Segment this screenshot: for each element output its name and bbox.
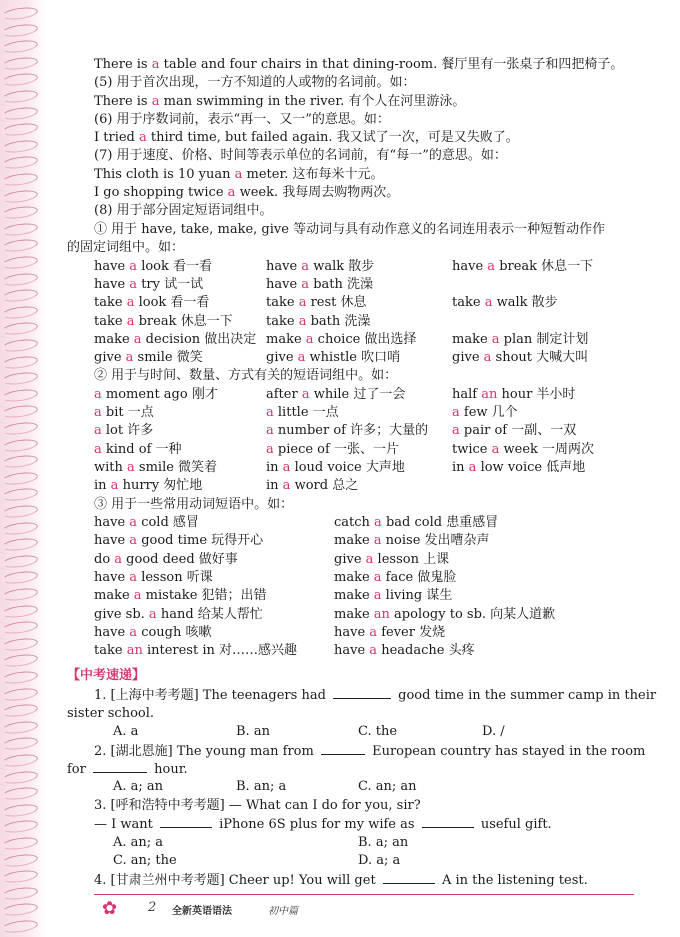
text-line [266, 349, 400, 367]
text-line [94, 569, 213, 587]
text-segment: give [334, 552, 366, 567]
text-segment: catch [334, 515, 375, 530]
book-level: 初中篇 [268, 906, 298, 917]
text-segment: week. 我每周去购物两次。 [235, 185, 400, 200]
text-segment: living 谋生 [381, 588, 453, 603]
text-segment: make [266, 332, 306, 347]
text-line [266, 422, 428, 440]
text-segment: C. an; an [358, 779, 417, 794]
text-line [94, 386, 218, 404]
article-highlight: a [373, 570, 382, 585]
answer-blank[interactable] [333, 686, 391, 699]
text-segment: low voice 低声地 [476, 460, 586, 475]
text-line [94, 551, 238, 569]
text-segment: break 休息一下 [134, 314, 233, 329]
text-line [67, 760, 188, 779]
article-highlight: a [487, 259, 496, 274]
text-segment: C. an; the [113, 853, 177, 868]
text-segment: make [94, 332, 134, 347]
text-segment: walk 散步 [309, 259, 375, 274]
text-segment: number of 许多；大量的 [273, 423, 429, 438]
text-segment: hand 给某人帮忙 [156, 607, 263, 622]
article-highlight: a [110, 478, 119, 493]
text-line [94, 93, 465, 111]
article-highlight: a [266, 405, 274, 420]
article-highlight: a [94, 387, 102, 402]
text-segment: 的固定词组中。如： [67, 240, 185, 255]
article-highlight: a [266, 423, 274, 438]
text-line [266, 386, 405, 404]
text-segment: (8) 用于部分固定短语词组中。 [94, 203, 273, 218]
article-highlight: a [373, 588, 382, 603]
text-line [94, 331, 256, 349]
text-line [113, 778, 163, 796]
book-title: 全新英语语法 [172, 906, 232, 917]
article-highlight: a [483, 350, 492, 365]
text-segment: choice 做出选择 [313, 332, 417, 347]
article-highlight: a [94, 442, 102, 457]
text-segment: break 休息一下 [495, 259, 594, 274]
text-line [266, 404, 339, 422]
text-line [266, 294, 367, 312]
article-highlight: a [298, 295, 307, 310]
text-segment: in [94, 478, 111, 493]
article-highlight: a [139, 130, 147, 145]
page-number: 2 [148, 900, 157, 915]
text-segment: plan 制定计划 [499, 332, 589, 347]
text-line [94, 367, 397, 385]
text-line [334, 551, 449, 569]
article-highlight: a [129, 515, 138, 530]
text-line [94, 111, 390, 129]
text-segment: apology to sb. 向某人道歉 [389, 607, 556, 622]
text-line [113, 834, 163, 852]
text-segment: have [94, 533, 130, 548]
text-line [94, 147, 507, 165]
text-segment: bad cold 患重感冒 [381, 515, 499, 530]
text-segment: make [334, 570, 374, 585]
text-line [334, 587, 452, 605]
text-line [236, 723, 270, 741]
text-line [67, 239, 184, 257]
text-segment: take [94, 295, 127, 310]
article-highlight: a [452, 423, 460, 438]
text-segment: meter. 这布每米十元。 [242, 167, 384, 182]
text-line [358, 834, 408, 852]
text-segment: ③ 用于一些常用动词短语中。如： [94, 497, 294, 512]
text-segment: moment ago 刚才 [101, 387, 218, 402]
text-segment: have [266, 259, 302, 274]
article-highlight: a [282, 478, 291, 493]
text-segment: take [94, 643, 127, 658]
text-segment: This cloth is 10 yuan [94, 167, 235, 182]
text-segment: ② 用于与时间、数量、方式有关的短语词组中。如： [94, 368, 398, 383]
text-segment: smile 微笑 [133, 350, 203, 365]
article-highlight: a [129, 277, 138, 292]
text-segment: good time in the summer camp in their [394, 688, 657, 703]
text-segment: man swimming in the river. 有个人在河里游泳。 [159, 94, 466, 109]
text-line [334, 642, 475, 660]
text-segment: give [266, 350, 298, 365]
text-segment: good deed 做好事 [122, 552, 238, 567]
text-line [94, 422, 153, 440]
article-highlight: a [266, 442, 274, 457]
article-highlight: a [94, 405, 102, 420]
article-highlight: a [227, 185, 236, 200]
text-segment: few 几个 [459, 405, 518, 420]
answer-blank[interactable] [321, 742, 365, 755]
text-segment: look 看一看 [134, 295, 210, 310]
text-segment: A in the listening test. [437, 873, 588, 888]
text-line [334, 606, 555, 624]
text-line [266, 313, 370, 331]
text-segment: smile 微笑着 [134, 460, 218, 475]
article-highlight: a [373, 533, 382, 548]
article-highlight: a [369, 625, 378, 640]
text-line [236, 778, 286, 796]
text-segment: have [452, 259, 488, 274]
text-segment: (7) 用于速度、价格、时间等表示单位的名词前，有“每一”的意思。如： [94, 148, 507, 163]
text-line [266, 258, 374, 276]
text-line [94, 129, 519, 147]
text-line [94, 313, 233, 331]
text-segment: A. an; a [113, 835, 164, 850]
answer-blank[interactable] [93, 760, 147, 773]
text-line [358, 723, 397, 741]
section-heading [67, 667, 145, 685]
text-segment: sister school. [67, 706, 155, 721]
text-segment: have [334, 625, 370, 640]
article-highlight: a [125, 350, 134, 365]
article-highlight: a [129, 259, 138, 274]
text-segment: D. a; a [358, 853, 401, 868]
text-segment: make [452, 332, 492, 347]
article-highlight: a [369, 643, 378, 658]
text-segment: word 总之 [290, 478, 359, 493]
article-highlight: a [301, 259, 310, 274]
text-segment: — I want [94, 817, 158, 832]
text-line [94, 276, 203, 294]
text-line [94, 221, 605, 239]
text-segment: have [266, 277, 302, 292]
text-segment: 2. [湖北恩施] The young man from [94, 744, 318, 759]
text-segment: (6) 用于序数词前，表示“再一、又一”的意思。如： [94, 112, 390, 127]
text-segment: try 试一试 [137, 277, 204, 292]
text-segment: in [266, 478, 283, 493]
text-segment: week 一周两次 [499, 442, 595, 457]
text-segment: lesson 听课 [137, 570, 213, 585]
article-highlight: a [452, 405, 460, 420]
text-line [358, 852, 400, 870]
text-segment: half [452, 387, 482, 402]
article-highlight: a [298, 314, 307, 329]
text-segment: 3. [呼和浩特中考考题] — What can I do for you, sir? [94, 798, 421, 813]
text-segment: noise 发出嘈杂声 [381, 533, 490, 548]
text-line [94, 294, 209, 312]
text-segment: have [94, 277, 130, 292]
text-segment: mistake 犯错；出错 [141, 588, 267, 603]
text-segment: have [334, 643, 370, 658]
text-segment: do [94, 552, 115, 567]
text-segment: take [94, 314, 127, 329]
text-line [452, 386, 575, 404]
article-highlight: a [133, 332, 142, 347]
text-line [94, 514, 199, 532]
text-line [94, 477, 202, 495]
text-segment: after [266, 387, 302, 402]
text-line [94, 441, 182, 459]
text-segment: rest 休息 [306, 295, 367, 310]
article-highlight: a [374, 515, 382, 530]
text-line [266, 477, 358, 495]
text-segment: with [94, 460, 128, 475]
text-line [452, 459, 585, 477]
text-segment: good time 玩得开心 [137, 533, 264, 548]
text-line [334, 514, 498, 532]
text-segment: D. / [482, 724, 505, 739]
text-segment: C. the [358, 724, 398, 739]
text-segment: make [94, 588, 134, 603]
text-segment: iPhone 6S plus for my wife as [215, 817, 419, 832]
text-segment: table and four chairs in that dining-room. 餐厅里有一张桌子和四把椅子。 [159, 57, 624, 72]
article-highlight: a [94, 423, 102, 438]
text-segment: hurry 匆忙地 [118, 478, 203, 493]
text-segment: There is [94, 94, 152, 109]
answer-blank[interactable] [383, 871, 435, 884]
text-segment: take [266, 295, 299, 310]
text-segment: 4. [甘肃兰州中考考题] Cheer up! You will get [94, 873, 380, 888]
text-line [94, 642, 297, 660]
article-highlight: a [133, 588, 142, 603]
text-segment: walk 散步 [492, 295, 558, 310]
text-line [266, 459, 405, 477]
article-highlight: a [305, 332, 314, 347]
text-line [94, 404, 154, 422]
article-highlight: a [365, 552, 374, 567]
text-line [94, 587, 267, 605]
text-segment: whistle 吹口哨 [305, 350, 401, 365]
text-line [94, 532, 263, 550]
text-line [266, 331, 416, 349]
text-line [266, 441, 399, 459]
answer-blank[interactable] [422, 815, 474, 828]
text-segment: interest in 对……感兴趣 [142, 643, 297, 658]
text-segment: for [67, 762, 90, 777]
text-line [334, 569, 456, 587]
text-line [94, 871, 588, 890]
text-segment: give [94, 350, 126, 365]
text-line [452, 441, 594, 459]
text-segment: piece of 一张、一片 [273, 442, 399, 457]
text-segment: 1. [上海中考考题] The teenagers had [94, 688, 331, 703]
text-line [482, 723, 505, 741]
text-segment: (5) 用于首次出现，一方不知道的人或物的名词前。如： [94, 75, 416, 90]
text-segment: I go shopping twice [94, 185, 228, 200]
text-line [452, 294, 558, 312]
text-segment: face 做鬼脸 [381, 570, 457, 585]
text-segment: useful gift. [476, 817, 552, 832]
text-segment: fever 发烧 [377, 625, 446, 640]
text-line [452, 349, 588, 367]
text-segment: shout 大喊大叫 [491, 350, 589, 365]
article-highlight: an [373, 607, 390, 622]
text-segment: B. an [236, 724, 270, 739]
text-line [94, 56, 623, 74]
article-highlight: a [151, 57, 160, 72]
article-highlight: a [148, 607, 157, 622]
article-highlight: an [126, 643, 143, 658]
text-segment: bit 一点 [101, 405, 154, 420]
article-highlight: a [484, 295, 493, 310]
text-line [94, 496, 293, 514]
article-highlight: a [129, 570, 138, 585]
text-segment: make [334, 533, 374, 548]
text-line [94, 74, 416, 92]
text-line [94, 349, 203, 367]
text-segment: twice [452, 442, 492, 457]
text-line [94, 686, 656, 705]
text-segment: cough 咳嗽 [137, 625, 212, 640]
text-segment: B. a; an [358, 835, 409, 850]
text-segment: kind of 一种 [101, 442, 182, 457]
text-segment: 【中考速递】 [67, 668, 146, 683]
text-segment: headache 头疼 [377, 643, 475, 658]
text-segment: little 一点 [273, 405, 339, 420]
text-segment: in [266, 460, 283, 475]
text-segment: have [94, 570, 130, 585]
text-line [94, 742, 645, 761]
article-highlight: a [301, 277, 310, 292]
text-line [94, 606, 263, 624]
text-line [452, 404, 518, 422]
text-segment: B. an; a [236, 779, 287, 794]
text-segment: give [452, 350, 484, 365]
article-highlight: a [127, 460, 135, 475]
text-segment: hour. [150, 762, 188, 777]
text-segment: in [452, 460, 469, 475]
article-highlight: a [301, 387, 310, 402]
text-segment: take [452, 295, 485, 310]
text-line [113, 723, 138, 741]
article-highlight: a [282, 460, 291, 475]
text-segment: European country has stayed in the room [367, 744, 646, 759]
text-line [452, 422, 576, 440]
text-segment: bath 洗澡 [306, 314, 371, 329]
text-line [334, 532, 490, 550]
article-highlight: a [114, 552, 123, 567]
text-line [266, 276, 373, 294]
text-line [113, 852, 177, 870]
article-highlight: a [491, 332, 500, 347]
text-line [358, 778, 417, 796]
text-segment: lesson 上课 [373, 552, 450, 567]
text-segment: make [334, 588, 374, 603]
text-line [94, 184, 399, 202]
text-line [334, 624, 445, 642]
text-segment: ① 用于 have, take, make, give 等动词与具有动作意义的名词连用表示一种短暂动作作 [94, 222, 606, 237]
text-line [94, 202, 273, 220]
text-segment: give sb. [94, 607, 149, 622]
text-segment: decision 做出决定 [141, 332, 257, 347]
text-line [94, 258, 212, 276]
article-highlight: an [481, 387, 498, 402]
article-highlight: a [491, 442, 500, 457]
text-line [452, 331, 588, 349]
text-segment: while 过了一会 [309, 387, 406, 402]
text-segment: take [266, 314, 299, 329]
article-highlight: a [297, 350, 306, 365]
text-line [94, 459, 217, 477]
text-line [67, 705, 154, 723]
text-segment: There is [94, 57, 152, 72]
text-segment: have [94, 259, 130, 274]
answer-blank[interactable] [160, 815, 212, 828]
article-highlight: a [126, 314, 135, 329]
article-highlight: a [126, 295, 135, 310]
text-line [452, 258, 593, 276]
text-line [94, 797, 421, 815]
article-highlight: a [151, 94, 160, 109]
text-segment: A. a [113, 724, 139, 739]
text-segment: have [94, 515, 130, 530]
article-highlight: a [129, 533, 138, 548]
text-segment: make [334, 607, 374, 622]
text-segment: lot 许多 [101, 423, 154, 438]
text-segment: have [94, 625, 130, 640]
article-highlight: a [234, 167, 243, 182]
flower-icon: ✿ [102, 898, 118, 919]
text-segment: A. a; an [113, 779, 164, 794]
text-line [94, 166, 384, 184]
text-line [94, 815, 552, 834]
text-line [94, 624, 212, 642]
text-segment: hour 半小时 [497, 387, 576, 402]
text-segment: look 看一看 [137, 259, 213, 274]
text-segment: bath 洗澡 [309, 277, 373, 292]
article-highlight: a [468, 460, 477, 475]
text-segment: I tried [94, 130, 140, 145]
article-highlight: a [129, 625, 138, 640]
text-segment: third time, but failed again. 我又试了一次，可是又失败了。 [146, 130, 519, 145]
text-segment: cold 感冒 [137, 515, 199, 530]
text-segment: loud voice 大声地 [290, 460, 405, 475]
text-segment: pair of 一副、一双 [459, 423, 577, 438]
